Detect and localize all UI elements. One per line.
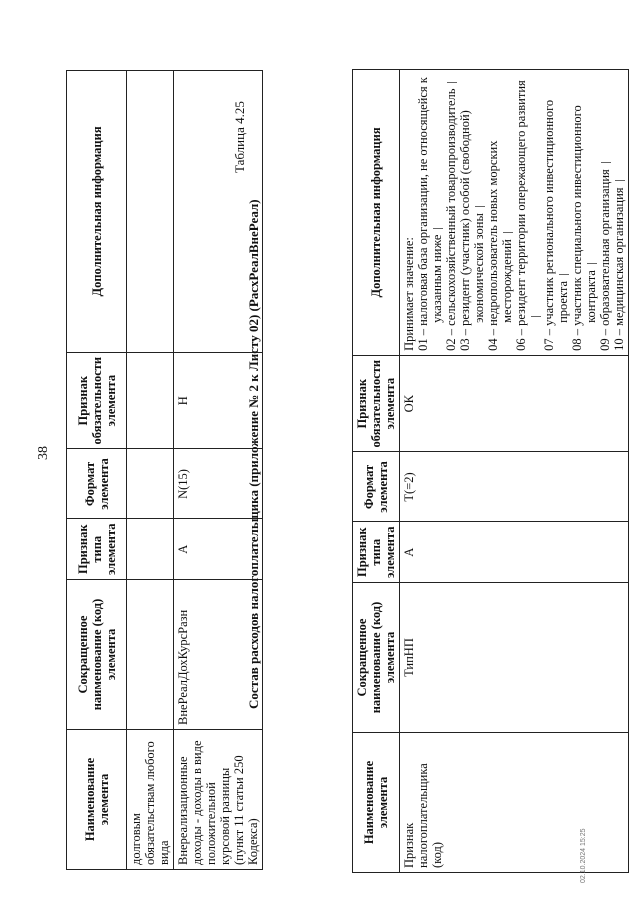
header-name: Наименование элемента (353, 733, 400, 873)
table-caption: Таблица 4.25 (232, 101, 247, 173)
cell-name: Признак налогоплательщика (код) (400, 733, 629, 873)
header-code: Сокращенное наименование (код) элемента (353, 583, 400, 733)
list-item: 02 – сельскохозяйственный товаропроизводитель (444, 74, 458, 351)
list-item: 03 – резидент (участник) особой (свободной) экономической зоны (458, 110, 486, 351)
cell-code: ТипНП (400, 583, 629, 733)
header-info: Дополнительная информация (67, 71, 127, 353)
cell-format: N(15) (174, 449, 263, 519)
table-row (400, 70, 629, 873)
cell-format: Т(=2) (400, 452, 629, 522)
header-info: Дополнительная информация (353, 70, 400, 356)
value-list (416, 74, 626, 351)
cell-name: долговым обязательствам любого вида (127, 730, 174, 870)
section-title: Состав расходов налогоплательщика (приложение № 2 к Листу 02) (РасхРеалВнеРеал) (246, 199, 261, 709)
list-item: 10 – медицинская организация (612, 74, 626, 351)
cell-info (400, 70, 629, 356)
table-row (127, 71, 174, 870)
cell-required: ОК (400, 355, 629, 452)
page-number: 38 (36, 446, 51, 460)
info-intro: Принимает значение: (402, 237, 416, 351)
cell-code: ВнеРеалДохКурсРазн (174, 580, 263, 730)
cell-required (127, 352, 174, 449)
cell-type (127, 519, 174, 580)
cell-name: Внереализационные доходы - доходы в виде положительной курсовой разницы (пункт 11 статьи 250 Кодекса) (174, 730, 263, 870)
header-required: Признак обязательности элемента (353, 355, 400, 452)
header-name: Наименование элемента (67, 730, 127, 870)
list-item: 09 – образовательная организация (598, 74, 612, 351)
header-type: Признак типа элемента (67, 519, 127, 580)
table-expenses (352, 69, 629, 873)
cell-type: А (174, 519, 263, 580)
cell-required: Н (174, 352, 263, 449)
list-item: 07 – участник регионального инвестиционного проекта (542, 99, 570, 351)
list-item: 06 – резидент территории опережающего развития (514, 74, 542, 351)
list-item: 01 – налоговая база организации, не относящейся к указанным ниже (416, 77, 444, 351)
cell-info (127, 71, 174, 353)
header-required: Признак обязательности элемента (67, 352, 127, 449)
table-header-row (67, 71, 127, 870)
table-continued (66, 70, 263, 870)
cell-code (127, 580, 174, 730)
header-format: Формат элемента (67, 449, 127, 519)
cell-format (127, 449, 174, 519)
table-header-row (353, 70, 400, 873)
header-type: Признак типа элемента (353, 522, 400, 583)
list-item: 08 – участник специального инвестиционного контракта (570, 105, 598, 351)
list-item: 04 – недропользователь новых морских месторождений (486, 140, 514, 351)
header-format: Формат элемента (353, 452, 400, 522)
header-code: Сокращенное наименование (код) элемента (67, 580, 127, 730)
stamp-text: 02.10.2024 15:25 (580, 828, 587, 883)
cell-type: А (400, 522, 629, 583)
